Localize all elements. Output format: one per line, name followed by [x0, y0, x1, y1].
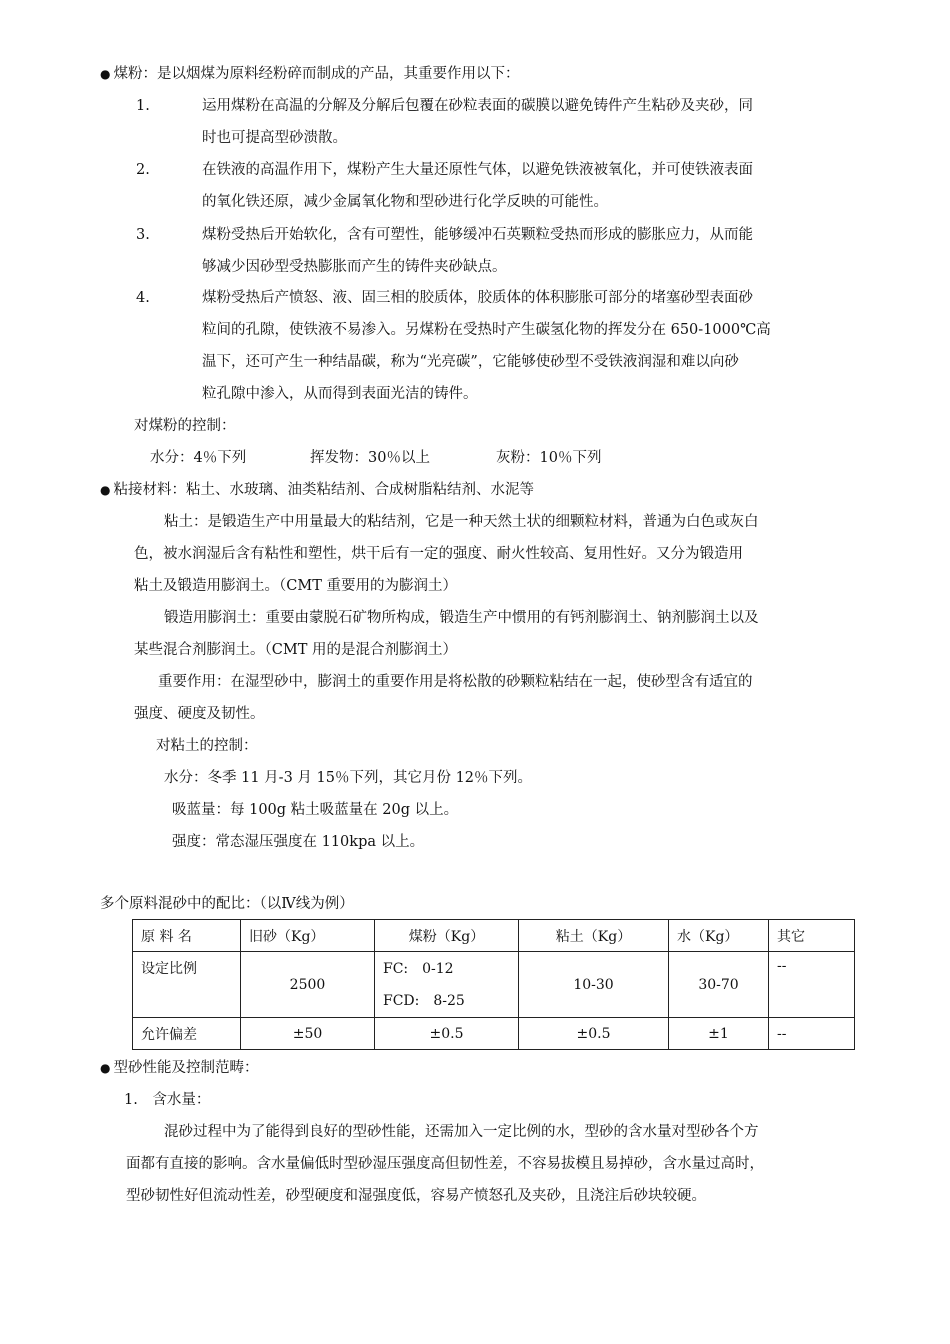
bullet-icon: ●: [100, 483, 111, 497]
coal-item-2-number: 2.: [136, 162, 150, 178]
mix-table-title: 多个原料混砂中的配比：（以Ⅳ线为例）: [100, 896, 354, 912]
bullet-icon: ●: [100, 67, 111, 81]
coal-control-ash: 灰粉：10％下列: [496, 450, 602, 466]
table-cell: [375, 952, 519, 1018]
coal-control-water: 水分：4％下列: [150, 450, 247, 466]
coal-heading: ● 煤粉：是以烟煤为原料经粉碎而制成的产品，其重要作用以下：: [100, 66, 520, 82]
clay-paragraph-line: 粘土：是锻造生产中用量最大的粘结剂，它是一种天然土状的细颗粒材料，普通为白色或灰白: [164, 514, 759, 530]
table-cell: --: [769, 1018, 855, 1050]
clay-control-blue: 吸蓝量：每 100g 粘土吸蓝量在 20g 以上。: [172, 802, 459, 818]
table-cell: 10-30: [519, 952, 669, 1018]
header-cell: 原 料 名: [133, 920, 241, 952]
coal-item-2-line: 在铁液的高温作用下，煤粉产生大量还原性气体，以避免铁液被氧化，并可使铁液表面: [202, 162, 753, 178]
coal-control-title: 对煤粉的控制：: [134, 418, 236, 434]
role-paragraph-line: 强度、硬度及韧性。: [134, 706, 265, 722]
header-cell: 水（Kg）: [669, 920, 769, 952]
header-cell: 其它: [769, 920, 855, 952]
table-cell: ±50: [241, 1018, 375, 1050]
coal-item-3-number: 3.: [136, 227, 150, 243]
coal-control-volatile: 挥发物：30％以上: [310, 450, 430, 466]
coal-item-4-line: 温下，还可产生一种结晶碳，称为“光亮碳”，它能够使砂型不受铁液润湿和难以向砂: [202, 354, 739, 370]
table-cell: ±0.5: [519, 1018, 669, 1050]
moisture-paragraph-line: 面都有直接的影响。含水量偏低时型砂湿压强度高但韧性差，不容易拔模且易掉砂，含水量过高时，: [126, 1156, 764, 1172]
clay-control-water: 水分：冬季 11 月-3 月 15％下列，其它月份 12％下列。: [164, 770, 533, 786]
clay-paragraph-line: 色，被水润湿后含有粘性和塑性，烘干后有一定的强度、耐火性较高、复用性好。又分为锻造用: [134, 546, 743, 562]
coal-item-4-line: 煤粉受热后产愤怒、液、固三相的胶质体，胶质体的体积膨胀可部分的堵塞砂型表面砂: [202, 290, 753, 306]
table-cell: 2500: [241, 952, 375, 1018]
coal-item-1-line: 时也可提高型砂溃散。: [202, 130, 347, 146]
coal-item-4-line: 粒孔隙中渗入，从而得到表面光洁的铸件。: [202, 386, 478, 402]
row-label: 设定比例: [133, 952, 241, 1018]
moisture-subheading: 1. 含水量：: [124, 1092, 211, 1108]
table-header-row: [133, 920, 855, 952]
coal-item-1-line: 运用煤粉在高温的分解及分解后包覆在砂粒表面的碳膜以避免铸件产生粘砂及夹砂，同: [202, 98, 753, 114]
table-cell: ±1: [669, 1018, 769, 1050]
coal-item-4-number: 4.: [136, 290, 150, 306]
header-cell: 旧砂（Kg）: [241, 920, 375, 952]
coal-fcd-value: FCD: 8-25: [383, 992, 465, 1009]
row-label: 允许偏差: [133, 1018, 241, 1050]
coal-item-3-line: 煤粉受热后开始软化，含有可塑性，能够缓冲石英颗粒受热而形成的膨胀应力，从而能: [202, 227, 753, 243]
coal-fc-value: FC: 0-12: [383, 960, 454, 977]
coal-item-3-line: 够减少因砂型受热膨胀而产生的铸件夹砂缺点。: [202, 259, 507, 275]
mix-ratio-table: [132, 919, 855, 1050]
table-cell: ±0.5: [375, 1018, 519, 1050]
clay-control-strength: 强度：常态湿压强度在 110kpa 以上。: [172, 834, 425, 850]
bentonite-paragraph-line: 某些混合剂膨润土。（CMT 用的是混合剂膨润土）: [134, 642, 457, 658]
role-paragraph-line: 重要作用：在湿型砂中，膨润土的重要作用是将松散的砂颗粒粘结在一起，使砂型含有适宜的: [158, 674, 753, 690]
bullet-icon: ●: [100, 1061, 111, 1075]
table-cell: --: [769, 952, 855, 1018]
clay-paragraph-line: 粘土及锻造用膨润土。（CMT 重要用的为膨润土）: [134, 578, 457, 594]
table-row: [133, 952, 855, 1018]
moisture-paragraph-line: 混砂过程中为了能得到良好的型砂性能，还需加入一定比例的水，型砂的含水量对型砂各个方: [164, 1124, 759, 1140]
performance-heading: ● 型砂性能及控制范畴：: [100, 1060, 259, 1076]
coal-item-2-line: 的氧化铁还原，减少金属氧化物和型砂进行化学反映的可能性。: [202, 194, 608, 210]
header-cell: 煤粉（Kg）: [375, 920, 519, 952]
binder-heading: ● 粘接材料：粘土、水玻璃、油类粘结剂、合成树脂粘结剂、水泥等: [100, 482, 534, 498]
moisture-paragraph-line: 型砂韧性好但流动性差，砂型硬度和湿强度低，容易产愤怒孔及夹砂，且浇注后砂块较硬。: [126, 1188, 706, 1204]
coal-item-1-number: 1.: [136, 98, 150, 114]
clay-control-title: 对粘土的控制：: [156, 738, 258, 754]
table-cell: 30-70: [669, 952, 769, 1018]
coal-item-4-line: 粒间的孔隙，使铁液不易渗入。另煤粉在受热时产生碳氢化物的挥发分在 650-1000℃高: [202, 322, 771, 338]
table-row: [133, 1018, 855, 1050]
header-cell: 粘土（Kg）: [519, 920, 669, 952]
bentonite-paragraph-line: 锻造用膨润土：重要由蒙脱石矿物所构成，锻造生产中惯用的有钙剂膨润土、钠剂膨润土以及: [164, 610, 759, 626]
